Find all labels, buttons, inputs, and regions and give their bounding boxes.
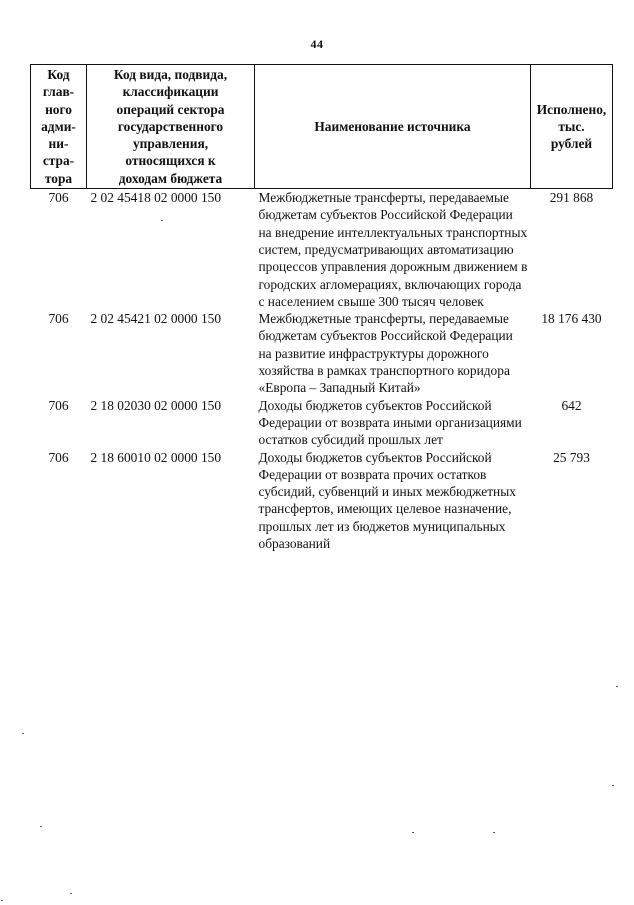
- classification-code-cell: 2 02 45418 02 0000 150: [90, 190, 222, 206]
- classification-code-cell: 2 18 60010 02 0000 150: [90, 449, 222, 465]
- amount-cell: 642: [561, 397, 582, 413]
- revenue-sources-table: [30, 64, 613, 552]
- source-name-cell: Межбюджетные трансферты, передаваемые бюджетам субъектов Российской Федерации на развитие инфраструктуры дорожного хозяйства в рамках транспортного коридора «Европа – Западный Китай»: [258, 311, 513, 396]
- table-row: [31, 310, 613, 396]
- scan-speck: [412, 832, 414, 833]
- scan-speck: [612, 785, 614, 786]
- source-name-cell: Межбюджетные трансферты, передаваемые бюджетам субъектов Российской Федерации на внедрение интеллектуальных транспортных систем, предусматривающих автоматизацию процессов управления дорожным движением в городских агломерациях, включающих города с населением свыше 300 тысяч человек: [258, 190, 528, 309]
- admin-code-cell: 706: [48, 449, 69, 465]
- amount-cell: 18 176 430: [541, 311, 602, 327]
- scan-speck: [161, 220, 163, 221]
- admin-code-cell: 706: [48, 190, 69, 206]
- admin-code-cell: 706: [48, 311, 69, 327]
- classification-code-cell: 2 02 45421 02 0000 150: [90, 311, 222, 327]
- scan-speck: [40, 826, 42, 827]
- header-amount: Исполнено, тыс. рублей: [531, 65, 613, 189]
- scan-speck: [70, 893, 72, 894]
- amount-cell: 25 793: [553, 449, 590, 465]
- source-name-cell: Доходы бюджетов субъектов Российской Федерации от возврата иными организациями остатков субсидий прошлых лет: [258, 397, 522, 448]
- classification-code-cell: 2 18 02030 02 0000 150: [90, 397, 222, 413]
- scan-speck: [1, 900, 3, 901]
- table-header-row: [31, 65, 613, 189]
- header-classification-code: Код вида, подвида, классификации операций сектора государственного управления, относящихся к доходам бюджета: [87, 65, 255, 189]
- header-source-name: Наименование источника: [255, 65, 531, 189]
- table-row: [31, 449, 613, 553]
- scan-speck: [616, 686, 618, 687]
- scan-speck: [493, 832, 495, 833]
- scan-speck: [22, 733, 24, 734]
- header-admin-code: Код глав- ного адми- ни- стра- тора: [31, 65, 87, 189]
- admin-code-cell: 706: [48, 397, 69, 413]
- amount-cell: 291 868: [549, 190, 594, 206]
- page-number: 44: [310, 37, 324, 51]
- table-row: [31, 397, 613, 449]
- table-row: [31, 189, 613, 311]
- source-name-cell: Доходы бюджетов субъектов Российской Федерации от возврата прочих остатков субсидий, субвенций и иных межбюджетных трансфертов, имеющих целевое назначение, прошлых лет из бюджетов муниципальных образований: [258, 449, 516, 552]
